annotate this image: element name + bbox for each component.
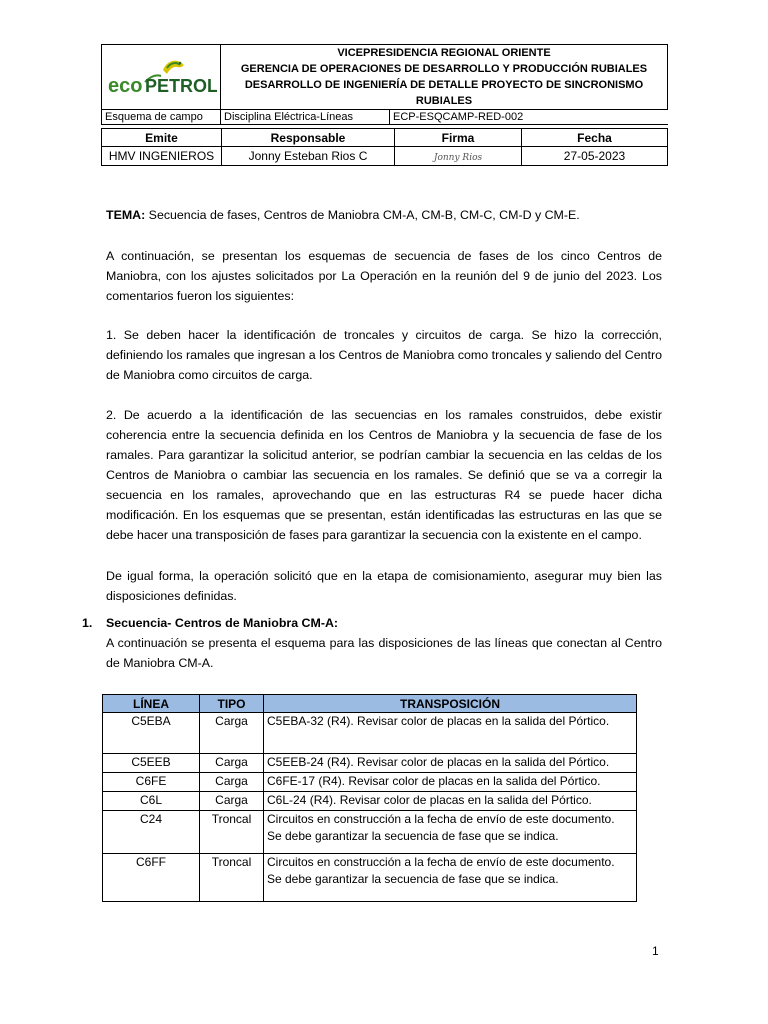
header-titles [221, 45, 668, 110]
col-transposicion: TRANSPOSICIÓN [264, 695, 637, 713]
col-emite: Emite [102, 129, 222, 147]
table-row [103, 754, 637, 773]
cell-transposicion [264, 854, 637, 902]
cell-linea: C5EEB [103, 754, 200, 773]
tema-paragraph [106, 205, 662, 225]
cell-linea: C24 [103, 811, 200, 854]
cell-transposicion-line-2: Se debe garantizar la secuencia de fase que se indica. [267, 829, 559, 843]
table-row [103, 713, 637, 754]
cell-tipo: Carga [200, 792, 264, 811]
fecha-value: 27-05-2023 [522, 147, 668, 166]
tema-label: TEMA: [106, 208, 146, 222]
cell-tipo: Carga [200, 754, 264, 773]
logo-text-eco: eco [108, 74, 143, 97]
header-line-1: VICEPRESIDENCIA REGIONAL ORIENTE [337, 47, 551, 59]
logo-cell [102, 45, 221, 110]
col-firma: Firma [395, 129, 522, 147]
cell-transposicion: C6L-24 (R4). Revisar color de placas en la salida del Pórtico. [264, 792, 637, 811]
comment-1-paragraph: 1. Se deben hacer la identificación de troncales y circuitos de carga. Se hizo la corrección, definiendo los ramales que ingresan a los Centros de Maniobra como troncales y saliendo del Centro de Maniobra como circuitos de carga. [106, 328, 662, 382]
col-linea: LÍNEA [103, 695, 200, 713]
cell-tipo: Troncal [200, 854, 264, 902]
emite-value: HMV INGENIEROS [102, 147, 222, 166]
emission-table [101, 128, 668, 166]
tema-text: Secuencia de fases, Centros de Maniobra CM-A, CM-B, CM-C, CM-D y CM-E. [145, 208, 580, 222]
page-number: 1 [652, 944, 659, 958]
col-responsable: Responsable [222, 129, 395, 147]
table-row [103, 854, 637, 902]
comment-3-paragraph: De igual forma, la operación solicitó que en la etapa de comisionamiento, asegurar muy bien las disposiciones definidas. [106, 569, 662, 603]
col-fecha: Fecha [522, 129, 668, 147]
cell-tipo: Troncal [200, 811, 264, 854]
document-header [101, 44, 668, 125]
header-line-2: GERENCIA DE OPERACIONES DE DESARROLLO Y PRODUCCIÓN RUBIALES [240, 63, 648, 75]
transposition-table [102, 694, 637, 902]
table-row [103, 792, 637, 811]
table-row [103, 811, 637, 854]
col-tipo: TIPO [200, 695, 264, 713]
cell-tipo: Carga [200, 773, 264, 792]
cell-transposicion [264, 811, 637, 854]
header-line-3: DESARROLLO DE INGENIERÍA DE DETALLE PROYECTO DE SINCRONISMO RUBIALES [244, 79, 644, 107]
cell-linea: C5EBA [103, 713, 200, 754]
signature-text: Jonny Rios [433, 153, 483, 163]
cell-tipo: Carga [200, 713, 264, 754]
cell-transposicion-line-2: Se debe garantizar la secuencia de fase que se indica. [267, 872, 559, 886]
cell-transposicion-line-1: Circuitos en construcción a la fecha de envío de este documento. [267, 812, 615, 826]
cell-transposicion: C5EEB-24 (R4). Revisar color de placas en la salida del Pórtico. [264, 754, 637, 773]
section-number: 1. [82, 616, 93, 630]
header-doc-code: ECP-ESQCAMP-RED-002 [390, 110, 668, 125]
logo-text-petrol: PETROL [145, 75, 217, 96]
comment-2-paragraph: 2. De acuerdo a la identificación de las secuencias en los ramales construidos, debe existir coherencia entre la secuencia definida en los Centros de Maniobra y la secuencia de fase de los ramales. Para garantizar la solicitud anterior, se podrían cambiar la secuencia en las celdas de los Centros de Maniobra o cambiar las secuencia en los ramales. Se definió que se va a corregir la secuencia en los ramales, aprovechando que en las estructuras R4 se puede hacer dicha modificación. En los esquemas que se presentan, están identificadas las estructuras en las que se debe hacer una transposición de fases para garantizar la secuencia con la existente en el campo. [106, 408, 662, 542]
table-row [103, 773, 637, 792]
cell-transposicion: C5EBA-32 (R4). Revisar color de placas en la salida del Pórtico. [264, 713, 637, 754]
header-discipline: Disciplina Eléctrica-Líneas [221, 110, 390, 125]
cell-transposicion-line-1: Circuitos en construcción a la fecha de envío de este documento. [267, 855, 615, 869]
header-doc-type: Esquema de campo [102, 110, 221, 125]
cell-linea: C6FE [103, 773, 200, 792]
cell-linea: C6L [103, 792, 200, 811]
responsable-value: Jonny Esteban Rios C [222, 147, 395, 166]
ecopetrol-logo [105, 54, 217, 98]
intro-paragraph: A continuación, se presentan los esquemas de secuencia de fases de los cinco Centros de Maniobra, con los ajustes solicitados por La Operación en la reunión del 9 de junio del 2023. Los comentarios fueron los siguientes: [106, 249, 662, 303]
signature [395, 147, 522, 166]
section-title: Secuencia- Centros de Maniobra CM-A: [106, 616, 339, 630]
section-text: A continuación se presenta el esquema para las disposiciones de las líneas que conectan al Centro de Maniobra CM-A. [106, 636, 662, 670]
cell-transposicion: C6FE-17 (R4). Revisar color de placas en la salida del Pórtico. [264, 773, 637, 792]
cell-linea: C6FF [103, 854, 200, 902]
